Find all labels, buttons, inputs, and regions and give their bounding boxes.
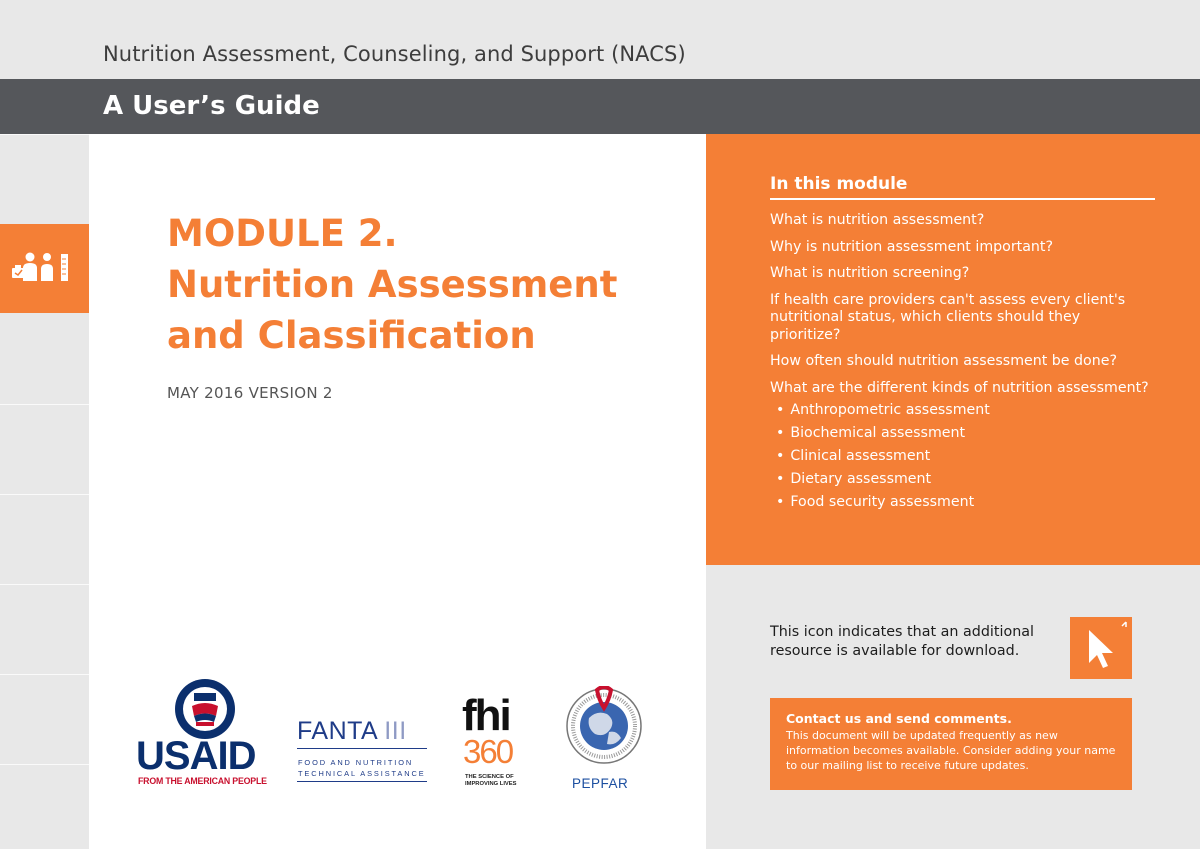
sidebar-divider xyxy=(0,494,89,495)
download-resource-button[interactable] xyxy=(1070,617,1132,679)
sidebar-item-module-2[interactable] xyxy=(0,224,89,313)
download-icon-legend: This icon indicates that an additional resource is available for download. xyxy=(770,624,1034,659)
contact-body: This document will be updated frequently as new information becomes available. Consider adding your name to our mailing list to receive future updates. xyxy=(786,729,1116,772)
fanta-rule xyxy=(297,781,427,782)
contact-box[interactable] xyxy=(770,698,1132,790)
sidebar-divider xyxy=(0,674,89,675)
fanta-tagline: FOOD AND NUTRITION TECHNICAL ASSISTANCE xyxy=(298,758,426,778)
sidebar-divider xyxy=(0,404,89,405)
fanta-wordmark: FANTA xyxy=(297,717,377,745)
contents-list xyxy=(770,212,1155,517)
contents-item[interactable]: What are the different kinds of nutrition assessment? xyxy=(770,379,1149,396)
fhi360-logo: fhi xyxy=(462,691,510,740)
contents-heading: In this module xyxy=(770,174,1155,200)
sidebar-divider xyxy=(0,764,89,765)
module-title-line: and Classification xyxy=(167,314,536,357)
contents-subitem[interactable]: • Clinical assessment xyxy=(770,448,1155,466)
module-title-line: Nutrition Assessment xyxy=(167,263,618,306)
contact-title: Contact us and send comments. xyxy=(786,711,1012,726)
pepfar-seal-icon xyxy=(565,686,643,776)
contents-subitem[interactable]: • Food security assessment xyxy=(770,494,1155,512)
sidebar-divider xyxy=(0,134,89,135)
contents-item[interactable]: What is nutrition assessment? xyxy=(770,212,985,228)
module-title xyxy=(167,208,617,361)
pepfar-logo: PEPFAR xyxy=(572,776,629,791)
version-label: MAY 2016 VERSION 2 xyxy=(167,384,333,402)
contents-subitem[interactable]: • Dietary assessment xyxy=(770,471,1155,489)
document-series-title: Nutrition Assessment, Counseling, and Support (NACS) xyxy=(103,42,686,66)
contents-item[interactable]: What is nutrition screening? xyxy=(770,265,970,281)
contents-item[interactable]: If health care providers can't assess every client's nutritional status, which clients should they prioritize? xyxy=(770,291,1126,343)
usaid-seal-icon xyxy=(174,678,236,740)
nutrition-assessment-icon xyxy=(0,224,89,313)
fhi360-number: 360 xyxy=(463,733,513,770)
fhi360-tagline: THE SCIENCE OF IMPROVING LIVES xyxy=(465,774,517,787)
contents-item[interactable]: How often should nutrition assessment be done? xyxy=(770,353,1117,369)
contents-subitem[interactable]: • Anthropometric assessment xyxy=(770,402,1155,420)
usaid-logo: USAID xyxy=(136,734,256,778)
usaid-tagline: FROM THE AMERICAN PEOPLE xyxy=(138,776,267,786)
fanta-numeral: III xyxy=(384,717,407,745)
fanta-rule xyxy=(297,748,427,749)
fanta-logo xyxy=(297,717,407,746)
cursor-arrow-icon xyxy=(1070,617,1132,679)
sidebar-divider xyxy=(0,584,89,585)
contents-subitem[interactable]: • Biochemical assessment xyxy=(770,425,1155,443)
banner-title: A User’s Guide xyxy=(103,91,320,121)
module-number: MODULE 2. xyxy=(167,212,398,255)
contents-item[interactable]: Why is nutrition assessment important? xyxy=(770,238,1054,255)
